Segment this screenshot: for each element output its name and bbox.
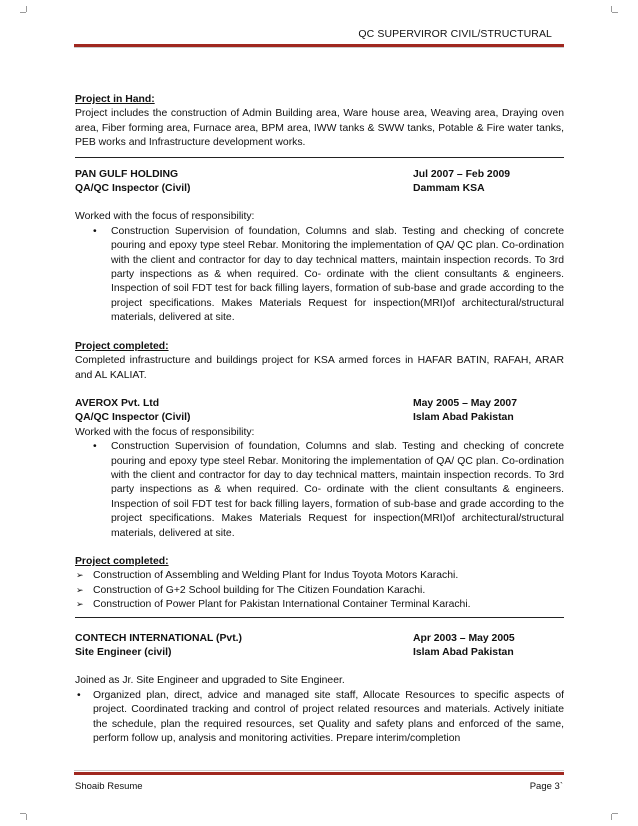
project-completed-heading: Project completed: [75,555,169,567]
completed-project-list [75,569,564,612]
resume-content [75,93,564,746]
job-intro: Joined as Jr. Site Engineer and upgraded to Site Engineer. [75,675,345,687]
company-name: AVEROX Pvt. Ltd [75,397,160,409]
job-location: Islam Abad Pakistan [413,412,514,424]
section-divider [75,617,564,618]
job-role: QA/QC Inspector (Civil) [75,412,191,424]
responsibility-list [75,689,564,747]
header-rule-shadow [74,47,564,48]
job-dates: Jul 2007 – Feb 2009 [413,168,511,180]
responsibility-item: • Construction Supervision of foundation, Columns and slab. Testing and checking of concrete pouring and epoxy type steel Rebar. Monitoring the implementation of QA/ QC plan. Co-ordination with the client and contractor for day to day technical matters, maintain inspection records. To 3rd party inspections as & when required. Co- ordinate with the client consultants & engineers. Inspection of soil FDT test for back filling layers, formation of sub-base and grade according to the project specifications. Makes Materials Request for inspection(MRI)of architectural/structural materials, delivered at site. [111,225,564,326]
completed-project-item: ➢ Construction of G+2 School building for The Citizen Foundation Karachi. [93,584,564,598]
job-role: QA/QC Inspector (Civil) [75,183,191,195]
corner-mark-bottom-left [20,810,30,820]
responsibility-item: • Organized plan, direct, advice and managed site staff, Allocate Resources to specific aspects of project. Coordinated tracking and control of project related resources and materials. Actively initiate the schedule, plan the required resources, set Quality and safety plans and enforced of the same, perform follow up, analysis and monitoring activities. Prepare interim/completion [93,689,564,747]
section-divider [75,157,564,158]
responsibility-item: • Construction Supervision of foundation, Columns and slab. Testing and checking of concrete pouring and epoxy type steel Rebar. Monitoring the implementation of QA/ QC plan. Co-ordination with the client and contractor for day to day technical matters, maintain inspection records. To 3rd party inspections as & when required. Co- ordinate with the client consultants & engineers. Inspection of soil FDT test for back filling layers, formation of sub-base and grade according to the project specifications. Makes Materials Request for inspection(MRI)of architectural/structural materials, delivered at site. [111,440,564,541]
project-in-hand-section [75,93,564,151]
job-role: Site Engineer (civil) [75,647,172,658]
job-role-row [75,182,564,196]
job-intro: Worked with the focus of responsibility: [75,211,255,223]
company-name: CONTECH INTERNATIONAL (Pvt.) [75,632,243,644]
job-location: Dammam KSA [413,183,485,195]
page-number: Page 3` [529,781,563,792]
job-header-row [75,168,564,182]
job-header-row [75,632,564,646]
job-location: Islam Abad Pakistan [413,647,514,658]
header-title: QC SUPERVIROR CIVIL/STRUCTURAL [358,28,552,40]
footer-name: Shoaib Resume [75,781,143,792]
job-header-row [75,397,564,411]
project-in-hand-heading: Project in Hand: [75,94,155,105]
job-role-row [75,411,564,425]
job-pan-gulf [75,168,564,383]
project-in-hand-text: Project includes the construction of Admin Building area, Ware house area, Weaving area, Draying oven area, Fiber forming area, Furnace area, BPM area, IWW tanks & SWW tanks, Potable & Fire water tanks, PEB works and Infrastructure development works. [75,108,564,149]
job-dates: May 2005 – May 2007 [413,397,517,409]
job-intro: Worked with the focus of responsibility: [75,426,255,438]
corner-mark-top-right [608,6,618,16]
corner-mark-bottom-right [608,810,618,820]
completed-project-item: ➢ Construction of Power Plant for Pakistan International Container Terminal Karachi. [93,598,564,612]
project-completed-heading: Project completed: [75,340,169,352]
footer-rule-shadow [74,770,564,771]
company-name: PAN GULF HOLDING [75,168,179,180]
job-contech [75,632,564,747]
footer-rule [74,772,564,775]
responsibility-list [75,440,564,541]
job-role-row [75,646,564,660]
project-completed-text: Completed infrastructure and buildings project for KSA armed forces in HAFAR BATIN, RAFAH, ARAR and AL KALIAT. [75,355,564,381]
job-dates: Apr 2003 – May 2005 [413,632,515,644]
job-averox [75,397,564,613]
completed-project-item: ➢ Construction of Assembling and Welding Plant for Indus Toyota Motors Karachi. [93,569,564,583]
corner-mark-top-left [20,6,30,16]
responsibility-list [75,225,564,326]
